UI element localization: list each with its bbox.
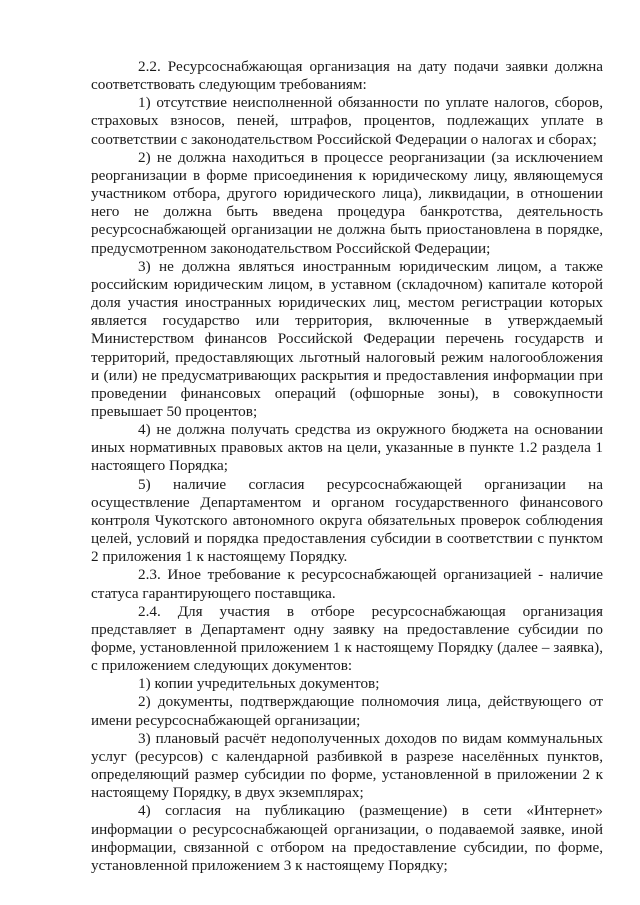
paragraph-2-2-item-5: 5) наличие согласия ресурсоснабжающей организации на осуществление Департаментом и органом государственного финансового контроля Чукотского автономного округа обязательных проверок соблюдения целей, условий и порядка предоставления субсидии в соответствии с пунктом 2 приложения 1 к настоящему Порядку.	[91, 475, 603, 566]
paragraph-2-4: 2.4. Для участия в отборе ресурсоснабжающая организация представляет в Департамент одну заявку на предоставление субсидии по форме, установленной приложением 1 к настоящему Порядку (далее – заявка), с приложением следующих документов:	[91, 602, 603, 675]
document-page	[91, 58, 603, 875]
paragraph-2-4-item-2: 2) документы, подтверждающие полномочия лица, действующего от имени ресурсоснабжающей организации;	[91, 693, 603, 729]
paragraph-2-2-item-4: 4) не должна получать средства из окружного бюджета на основании иных нормативных правовых актов на цели, указанные в пункте 1.2 раздела 1 настоящего Порядка;	[91, 421, 603, 475]
paragraph-2-4-item-1: 1) копии учредительных документов;	[138, 675, 380, 693]
paragraph-2-2-item-3: 3) не должна являться иностранным юридическим лицом, а также российским юридическим лицом, в уставном (складочном) капитале которой доля участия иностранных юридических лиц, местом регистрации которых является государство или территория, включенные в утверждаемый Министерством финансов Российской Федерации перечень государств и территорий, предоставляющих льготный налоговый режим налогообложения и (или) не предусматривающих раскрытия и предоставления информации при проведении финансовых операций (офшорные зоны), в совокупности превышает 50 процентов;	[91, 257, 603, 420]
paragraph-2-4-item-4: 4) согласия на публикацию (размещение) в сети «Интернет» информации о ресурсоснабжающей организации, о подаваемой заявке, иной информации, связанной с отбором на предоставление субсидии, по форме, установленной приложением 3 к настоящему Порядку;	[91, 802, 603, 874]
paragraph-2-2-item-2: 2) не должна находиться в процессе реорганизации (за исключением реорганизации в форме присоединения к юридическому лицу, являющемуся участником отбора, другого юридического лица), ликвидации, в отношении него не должна быть введена процедура банкротства, деятельность ресурсоснабжающей организации не должна быть приостановлена в порядке, предусмотренном законодательством Российской Федерации;	[91, 148, 603, 257]
paragraph-2-4-item-3: 3) плановый расчёт недополученных доходов по видам коммунальных услуг (ресурсов) с календарной разбивкой в разрезе населённых пунктов, определяющий размер субсидии по форме, установленной в приложении 2 к настоящему Порядку, в двух экземплярах;	[91, 729, 603, 802]
paragraph-2-3: 2.3. Иное требование к ресурсоснабжающей организацией - наличие статуса гарантирующего поставщика.	[91, 566, 603, 602]
paragraph-2-2-item-1: 1) отсутствие неисполненной обязанности по уплате налогов, сборов, страховых взносов, пеней, штрафов, процентов, подлежащих уплате в соответствии с законодательством Российской Федерации о налогах и сборах;	[91, 94, 603, 148]
paragraph-2-2: 2.2. Ресурсоснабжающая организация на дату подачи заявки должна соответствовать следующим требованиям:	[91, 58, 603, 94]
